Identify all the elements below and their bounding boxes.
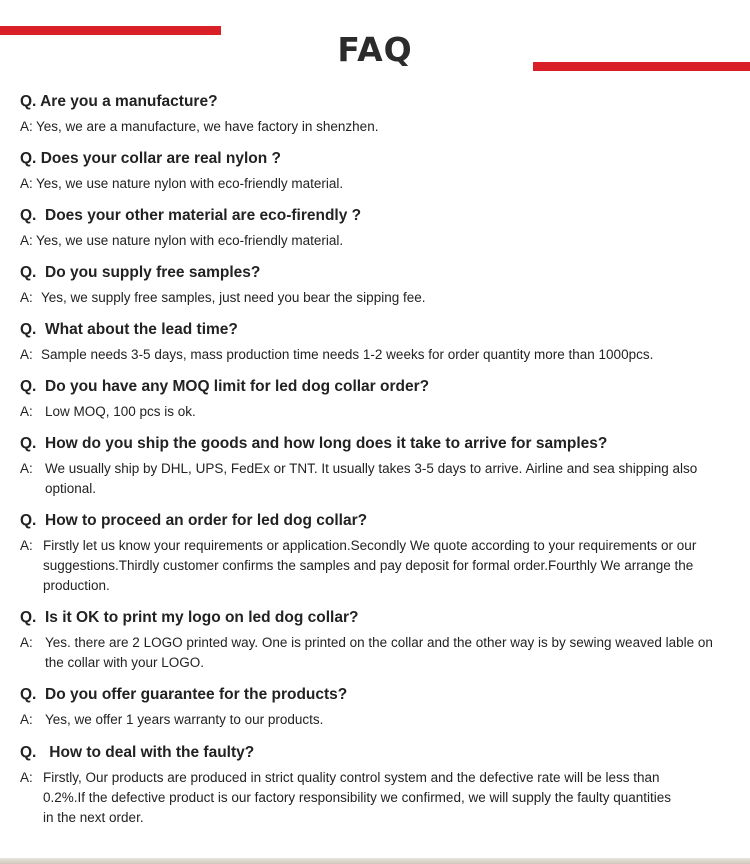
faq-question — [20, 207, 720, 225]
faq-answer — [20, 231, 720, 251]
faq-item — [20, 744, 720, 828]
question-text: How to proceed an order for led dog collar? — [45, 512, 368, 529]
question-text: How do you ship the goods and how long does it take to arrive for samples? — [45, 435, 608, 452]
question-prefix: Q. — [20, 744, 37, 761]
question-prefix: Q. — [20, 609, 37, 626]
faq-question — [20, 150, 720, 168]
faq-answer — [20, 633, 720, 673]
answer-prefix: A: — [20, 461, 33, 476]
question-text: Do you have any MOQ limit for led dog collar order? — [45, 378, 430, 395]
faq-item — [20, 686, 720, 730]
faq-answer — [20, 117, 720, 137]
question-text: Do you offer guarantee for the products? — [45, 686, 348, 703]
page-title: FAQ — [337, 30, 413, 69]
answer-prefix: A: — [20, 119, 33, 134]
faq-item — [20, 264, 720, 308]
question-prefix: Q. — [20, 207, 37, 224]
faq-answer — [20, 710, 720, 730]
faq-question — [20, 93, 720, 111]
faq-item — [20, 207, 720, 251]
faq-answer — [20, 536, 720, 596]
faq-question — [20, 686, 720, 704]
faq-answer — [20, 459, 720, 499]
answer-text: Yes, we offer 1 years warranty to our products. — [45, 712, 324, 727]
answer-prefix: A: — [20, 233, 33, 248]
question-prefix: Q. — [20, 512, 37, 529]
faq-item — [20, 512, 720, 596]
question-text: Does your other material are eco-firendly ? — [45, 207, 362, 224]
question-text: Do you supply free samples? — [45, 264, 261, 281]
faq-answer — [20, 345, 720, 365]
answer-text: Yes, we supply free samples, just need you bear the sipping fee. — [41, 290, 426, 305]
answer-prefix: A: — [20, 538, 33, 553]
faq-question — [20, 744, 720, 762]
answer-text: Sample needs 3-5 days, mass production time needs 1-2 weeks for order quantity more than 1000pcs. — [41, 347, 654, 362]
answer-prefix: A: — [20, 176, 33, 191]
question-prefix: Q. — [20, 264, 37, 281]
answer-text: Low MOQ, 100 pcs is ok. — [45, 404, 196, 419]
answer-prefix: A: — [20, 347, 33, 362]
bottom-border — [0, 858, 750, 864]
answer-prefix: A: — [20, 712, 33, 727]
answer-text: Firstly let us know your requirements or application.Secondly We quote according to your requirements or our suggestions.Thirdly customer confirms the samples and pay deposit for formal order.Fourthly We arrange the production. — [43, 538, 697, 593]
faq-question — [20, 609, 720, 627]
question-text: What about the lead time? — [45, 321, 238, 338]
answer-prefix: A: — [20, 290, 33, 305]
answer-text: Firstly, Our products are produced in strict quality control system and the defective rate will be less than 0.2%.If the defective product is our factory responsibility we confirmed, we will supply the faulty quantities in the next order. — [43, 770, 672, 825]
question-prefix: Q. — [20, 378, 37, 395]
question-text: Does your collar are real nylon ? — [40, 150, 282, 167]
answer-prefix: A: — [20, 404, 33, 419]
faq-question — [20, 378, 720, 396]
faq-question — [20, 321, 720, 339]
faq-answer — [20, 768, 720, 828]
faq-answer — [20, 174, 720, 194]
question-prefix: Q. — [20, 150, 37, 167]
faq-item — [20, 321, 720, 365]
question-text: Are you a manufacture? — [40, 93, 218, 110]
answer-prefix: A: — [20, 635, 33, 650]
question-prefix: Q. — [20, 321, 37, 338]
answer-prefix: A: — [20, 770, 33, 785]
faq-item — [20, 609, 720, 673]
faq-item — [20, 93, 720, 137]
answer-text: Yes, we use nature nylon with eco-friendly material. — [36, 176, 344, 191]
question-prefix: Q. — [20, 686, 37, 703]
faq-question — [20, 435, 720, 453]
faq-answer — [20, 402, 720, 422]
answer-text: Yes. there are 2 LOGO printed way. One is printed on the collar and the other way is by sewing weaved lable on the collar with your LOGO. — [45, 635, 713, 670]
faq-item — [20, 378, 720, 422]
answer-text: Yes, we are a manufacture, we have factory in shenzhen. — [36, 119, 379, 134]
faq-question — [20, 264, 720, 282]
question-text: How to deal with the faulty? — [49, 744, 255, 761]
question-prefix: Q. — [20, 93, 37, 110]
faq-answer — [20, 288, 720, 308]
question-text: Is it OK to print my logo on led dog collar? — [45, 609, 359, 626]
faq-question — [20, 512, 720, 530]
question-prefix: Q. — [20, 435, 37, 452]
answer-text: We usually ship by DHL, UPS, FedEx or TNT. It usually takes 3-5 days to arrive. Airline and sea shipping also optional. — [45, 461, 698, 496]
faq-item — [20, 150, 720, 194]
faq-item — [20, 435, 720, 499]
answer-text: Yes, we use nature nylon with eco-friendly material. — [36, 233, 344, 248]
